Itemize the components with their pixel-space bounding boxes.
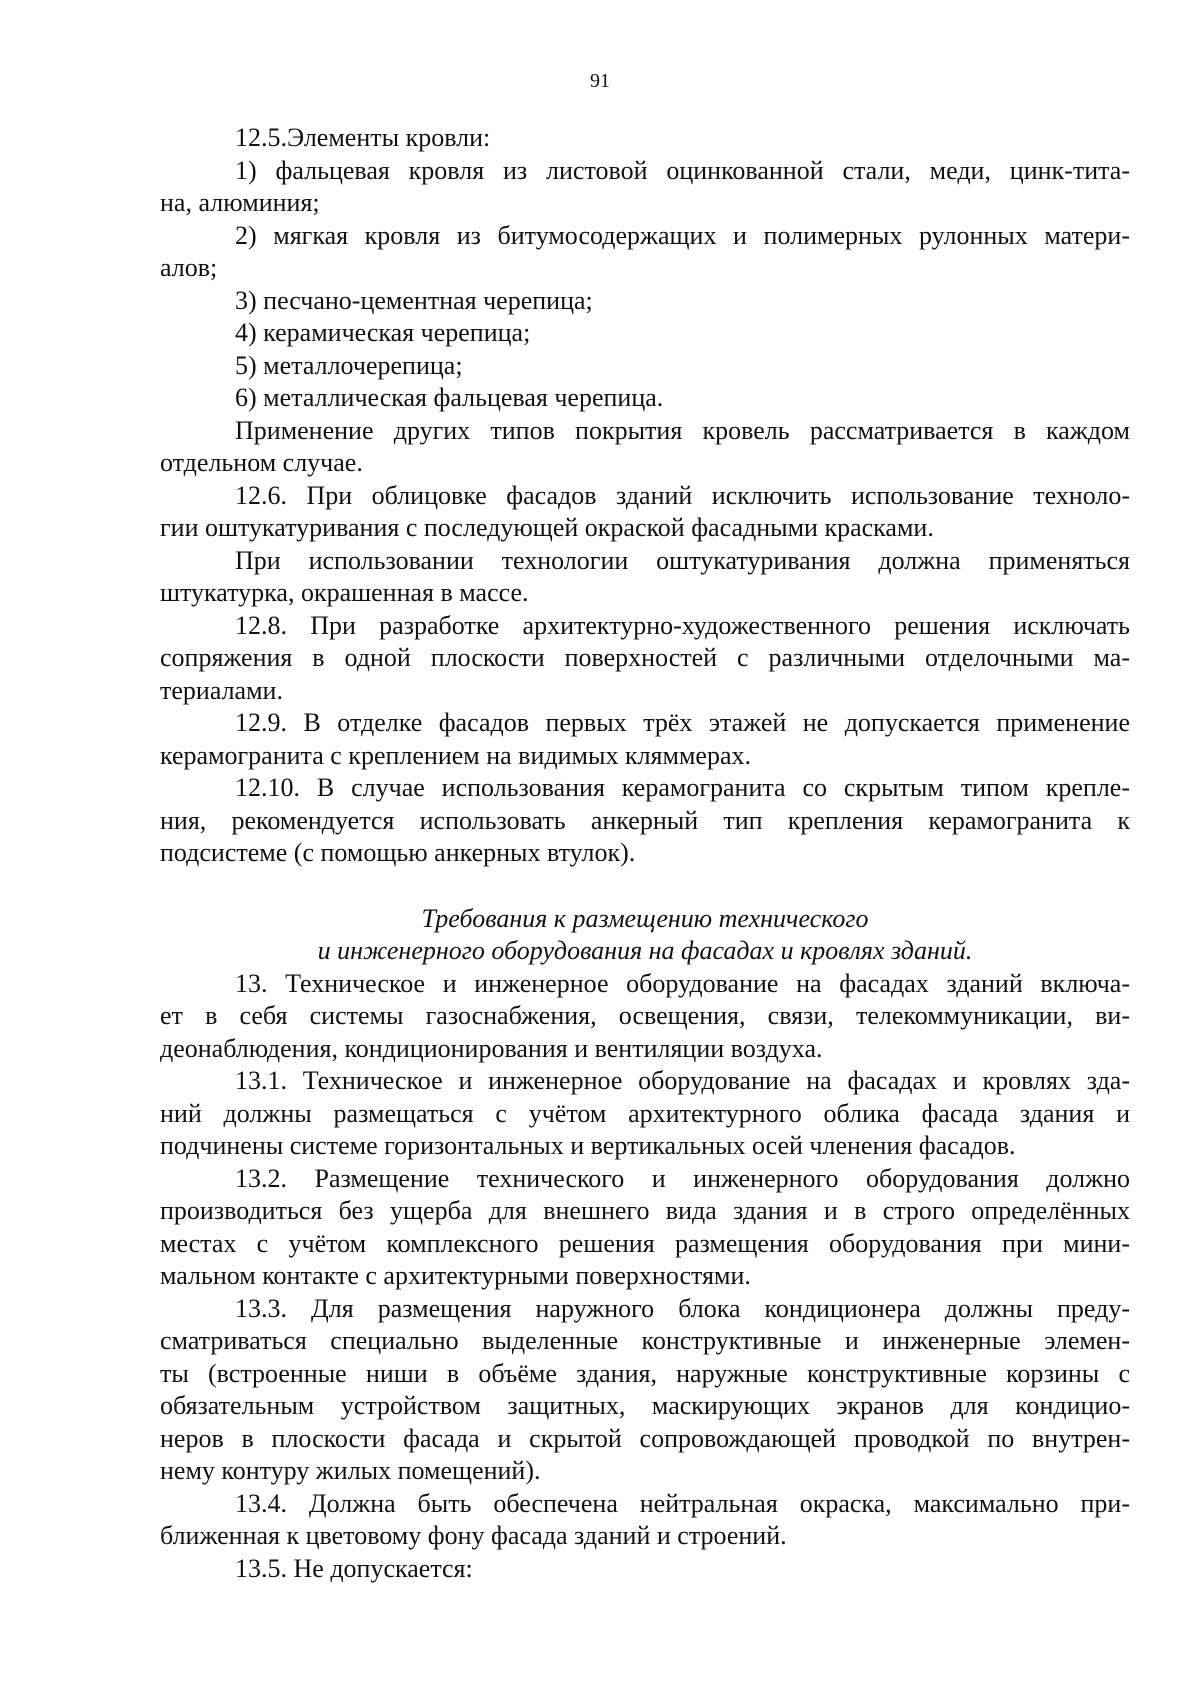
text-line: керамогранита с креплением на видимых кляммерах.: [160, 740, 751, 770]
text-line: 12.8. При разработке архитектурно-художественного решения исключать: [235, 610, 1130, 640]
text-line: 12.6. При облицовке фасадов зданий исключить использование техноло-: [235, 480, 1130, 510]
text-line: ний должны размещаться с учётом архитектурного облика фасада здания и: [160, 1098, 1130, 1128]
text-line: Применение других типов покрытия кровель рассматривается в каждом: [235, 415, 1130, 445]
paragraph: [160, 968, 1130, 1066]
paragraph: [160, 1065, 1130, 1163]
section-roofing: [160, 122, 1130, 870]
text-line: 3) песчано-цементная черепица;: [235, 285, 593, 315]
paragraph: [160, 122, 1130, 155]
text-line: 5) металлочерепица;: [235, 350, 463, 380]
text-line: местах с учётом комплексного решения размещения оборудования при мини-: [160, 1228, 1130, 1258]
text-line: 2) мягкая кровля из битумосодержащих и полимерных рулонных матери-: [235, 220, 1130, 250]
text-line: деонаблюдения, кондиционирования и вентиляции воздуха.: [160, 1033, 823, 1063]
paragraph: [160, 1488, 1130, 1553]
paragraph: [160, 155, 1130, 220]
text-line: ет в себя системы газоснабжения, освещения, связи, телекоммуникации, ви-: [160, 1001, 1130, 1030]
section-heading-line-2: и инженерного оборудования на фасадах и кровлях зданий.: [317, 936, 973, 965]
text-line: 13. Техническое и инженерное оборудование на фасадах зданий включа-: [235, 968, 1130, 998]
section-gap: [160, 870, 1130, 903]
text-line: 12.10. В случае использования керамогранита со скрытым типом крепле-: [235, 773, 1130, 802]
paragraph: [160, 1163, 1130, 1293]
paragraph: [160, 480, 1130, 545]
paragraph: [160, 772, 1130, 870]
text-line: гии оштукатуривания с последующей окраской фасадными красками.: [160, 513, 934, 542]
text-line: подсистеме (с помощью анкерных втулок).: [160, 838, 636, 867]
text-line: ния, рекомендуется использовать анкерный тип крепления керамогранита к: [160, 805, 1130, 835]
text-line: 13.1. Техническое и инженерное оборудование на фасадах и кровлях зда-: [235, 1066, 1130, 1095]
text-line: ты (встроенные ниши в объёме здания, наружные конструктивные корзины с: [160, 1358, 1130, 1388]
paragraph: [160, 707, 1130, 772]
text-line: териалами.: [160, 675, 283, 705]
text-line: алов;: [160, 253, 218, 282]
paragraph: [160, 1553, 1130, 1586]
text-line: 13.3. Для размещения наружного блока кондиционера должны преду-: [235, 1293, 1130, 1323]
text-line: ближенная к цветовому фону фасада зданий и строений.: [160, 1521, 787, 1550]
text-line: на, алюминия;: [160, 188, 320, 217]
text-line: При использовании технологии оштукатуривания должна применяться: [235, 545, 1130, 575]
page-content: [160, 122, 1130, 1585]
text-line: производиться без ущерба для внешнего вида здания и в строго определённых: [160, 1196, 1130, 1225]
text-line: нему контуру жилых помещений).: [160, 1456, 541, 1485]
text-line: обязательным устройством защитных, маскирующих экранов для кондицио-: [160, 1391, 1130, 1420]
paragraph: [160, 350, 1130, 383]
text-line: сопряжения в одной плоскости поверхностей с различными отделочными ма-: [160, 643, 1130, 672]
paragraph: [160, 415, 1130, 480]
text-line: неров в плоскости фасада и скрытой сопровождающей проводкой по внутрен-: [160, 1423, 1130, 1453]
page-number: 91: [590, 70, 610, 92]
text-line: 1) фальцевая кровля из листовой оцинкованной стали, меди, цинк-тита-: [235, 155, 1130, 185]
text-line: 13.4. Должна быть обеспечена нейтральная окраска, максимально при-: [235, 1488, 1130, 1518]
paragraph: [160, 545, 1130, 610]
text-line: 6) металлическая фальцевая черепица.: [235, 383, 664, 412]
text-line: штукатурка, окрашенная в массе.: [160, 578, 529, 607]
paragraph: [160, 382, 1130, 415]
paragraph: [160, 610, 1130, 708]
text-line: отдельном случае.: [160, 448, 363, 477]
text-line: сматриваться специально выделенные конструктивные и инженерные элемен-: [160, 1326, 1130, 1355]
text-line: 13.5. Не допускается:: [235, 1553, 473, 1583]
text-line: 12.5.Элементы кровли:: [235, 123, 491, 152]
text-line: подчинены системе горизонтальных и вертикальных осей членения фасадов.: [160, 1131, 1016, 1160]
paragraph: [160, 1293, 1130, 1488]
text-line: 12.9. В отделке фасадов первых трёх этажей не допускается применение: [235, 708, 1130, 737]
text-line: 4) керамическая черепица;: [235, 318, 531, 347]
text-line: 13.2. Размещение технического и инженерного оборудования должно: [235, 1163, 1130, 1193]
section-heading-line-1: Требования к размещению технического: [421, 903, 869, 933]
paragraph: [160, 220, 1130, 285]
paragraph: [160, 317, 1130, 350]
text-line: мальном контакте с архитектурными поверхностями.: [160, 1261, 751, 1290]
paragraph: [160, 285, 1130, 318]
section-equipment: [160, 968, 1130, 1586]
